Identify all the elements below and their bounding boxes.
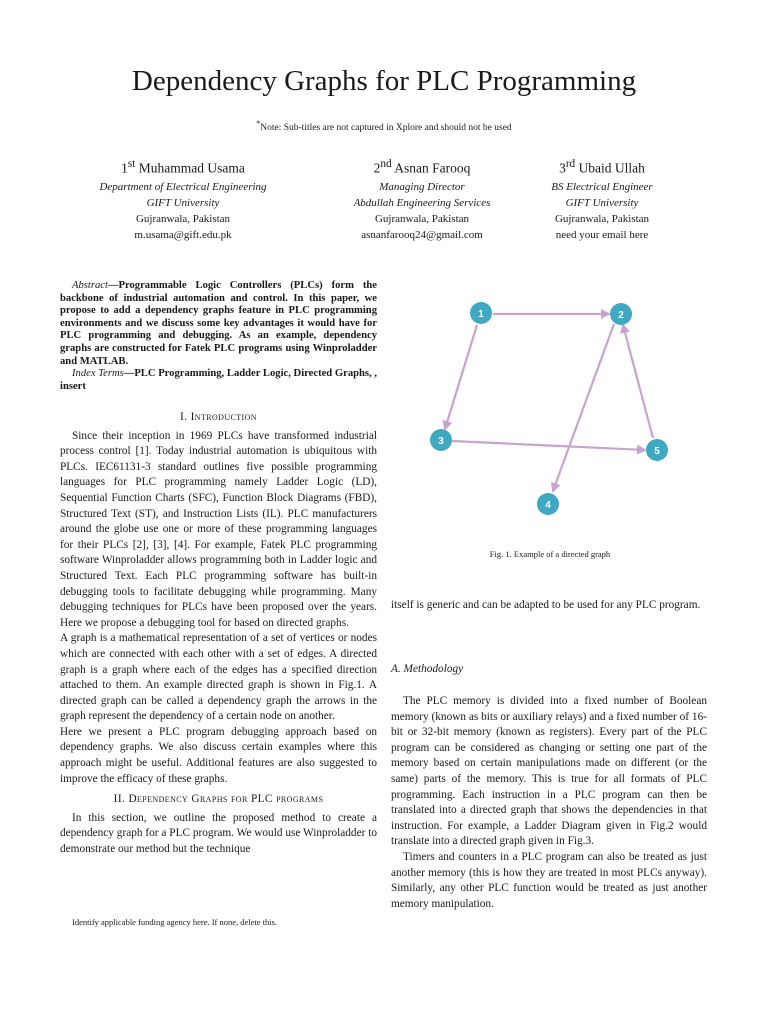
author-institution: GIFT University [146,196,220,209]
graph-node-3 [430,429,452,451]
node-label: 5 [654,446,660,457]
edge-1-to-3 [445,325,477,429]
right-column-methodology [391,694,707,912]
abstract-text: Programmable Logic Controllers (PLCs) form the backbone of industrial automation and control. In this paper, we propose to add a dependency graphs feature in PLC programming environments and we discuss some key advantages it would have for PLC programming and debugging. As an example, dependency graphs are constructed for Fatek PLC programs using Winproladder and MATLAB. [60,280,377,367]
methodology-paragraph-2: Timers and counters in a PLC program can also be treated as just another memory (this is how they are treated in most PLCs anyway). Similarly, any other PLC function would be treated as just another memory manipulation. [391,850,707,910]
intro-paragraph-1: Since their inception in 1969 PLCs have transformed industrial process control [1]. Today industrial automation is ubiquitous with PLCs. IEC61131-3 standard outlines five possible programming languages for PLC programming namely Ladder Logic (LD), Sequential Function Charts (SFC), Function Block Diagrams (FBD), Structured Text (ST), and Instruction Lists (IL). PLC manufacturers around the globe use one or more of these programming languages for their PLCs [2], [3], [4]. For example, Fatek PLC programming software Winproladder allows programming both in Ladder logic and Structured Text. Each PLC programming software has built-in debugging tools to facilitate debugging while programming. Many debugging techniques for PLCs have been proposed over the years. Here we propose a debugging tool for based on directed graphs. [60,429,377,629]
left-column [60,410,377,858]
figure-caption: Fig. 1. Example of a directed graph [489,549,611,559]
author-location: Gujranwala, Pakistan [135,212,231,225]
author-name: 1st Muhammad Usama [121,158,245,176]
graph-nodes [430,302,668,515]
author-location: Gujranwala, Pakistan [374,212,470,225]
author-email: m.usama@gift.edu.pk [134,228,232,241]
title-note [0,119,768,133]
intro-paragraph-3: Here we present a PLC program debugging approach based on dependency graphs. We also discuss certain examples where this approach might be useful. Additional features are also suggested to improve the efficacy of these graphs. [60,725,377,785]
note-text: Note: Sub-titles are not captured in Xplore and should not be used [260,123,512,134]
methodology-paragraph-1: The PLC memory is divided into a fixed number of Boolean memory (known as bits or auxiliary relays) and a fixed number of 16-bit or 32-bit memory (known as registers). Every part of the PLC program can be considered as changing or setting one part of the memory based on certain manipulations made on different (or the same) parts of the memory. This is true for all formats of PLC programming. Each instruction in a PLC program can then be translated into a directed graph that shows the dependencies in that instruction. For example, a Ladder Diagram given in Fig.2 would translate into a directed graph given in Fig.3. [391,695,707,848]
author-block-3 [487,154,717,243]
edge-3-to-5 [452,441,645,450]
paper-title: Dependency Graphs for PLC Programming [131,65,637,97]
graph-edges [445,314,653,491]
author-block-1 [68,154,298,243]
edge-2-to-4 [553,324,614,491]
author-affiliation: Department of Electrical Engineering [99,180,267,193]
section2-paragraph-1: In this section, we outline the proposed method to create a dependency graph for a PLC program. We would use Winproladder to demonstrate our method but the technique [60,811,377,856]
graph-node-1 [470,302,492,324]
graph-node-4 [537,493,559,515]
graph-node-5 [646,439,668,461]
right-column-top [391,598,707,614]
figure-directed-graph [400,290,700,530]
node-label: 3 [438,436,444,447]
author-name: 2nd Asnan Farooq [373,158,471,176]
node-label: 2 [618,310,624,321]
edge-5-to-2 [623,325,653,438]
author-name: 3rd Ubaid Ullah [559,158,645,176]
author-location: Gujranwala, Pakistan [554,212,650,225]
note-mark: * [256,119,261,128]
footnote: Identify applicable funding agency here. If none, delete this. [72,917,278,927]
graph-node-2 [610,303,632,325]
author-email: need your email here [555,228,649,241]
section-heading-introduction: I. Introduction [180,411,257,423]
index-terms-text: —PLC Programming, Ladder Logic, Directed Graphs, , insert [60,368,377,392]
intro-paragraph-2: A graph is a mathematical representation of a set of vertices or nodes which are connected with each other with a set of edges. A directed graph is a graph where each of the edges has a specified direction attached to them. An example directed graph is shown in Fig.1. A directed graph can be called a dependency graph the arrows in the graph represent the dependency of a certain node on another. [60,632,377,723]
abstract: Abstract—Programmable Logic Controllers (PLCs) form the backbone of industrial automation and control. In this paper, we propose to add a dependency graphs feature in PLC programming environments and we discuss some key advantages it would have for PLC programming and debugging. As an example, dependency graphs are constructed for Fatek PLC programs using Winproladder and MATLAB. Index Terms—PLC Programming, Ladder Logic, Directed Graphs, , insert [60,280,377,392]
author-email: asnanfarooq24@gmail.com [361,228,483,241]
subsection-heading-methodology: A. Methodology [391,663,464,675]
right-paragraph-continuation: itself is generic and can be adapted to be used for any PLC program. [391,599,701,611]
author-institution: Abdullah Engineering Services [353,196,491,209]
node-label: 4 [545,500,551,511]
author-affiliation: BS Electrical Engineer [551,180,653,193]
author-institution: GIFT University [565,196,639,209]
author-affiliation: Managing Director [379,180,465,193]
node-label: 1 [478,309,484,320]
abstract-label: Abstract [72,280,108,291]
index-terms-label: Index Terms [72,368,124,380]
section-heading-dependency-graphs: II. Dependency Graphs for PLC programs [113,793,324,806]
